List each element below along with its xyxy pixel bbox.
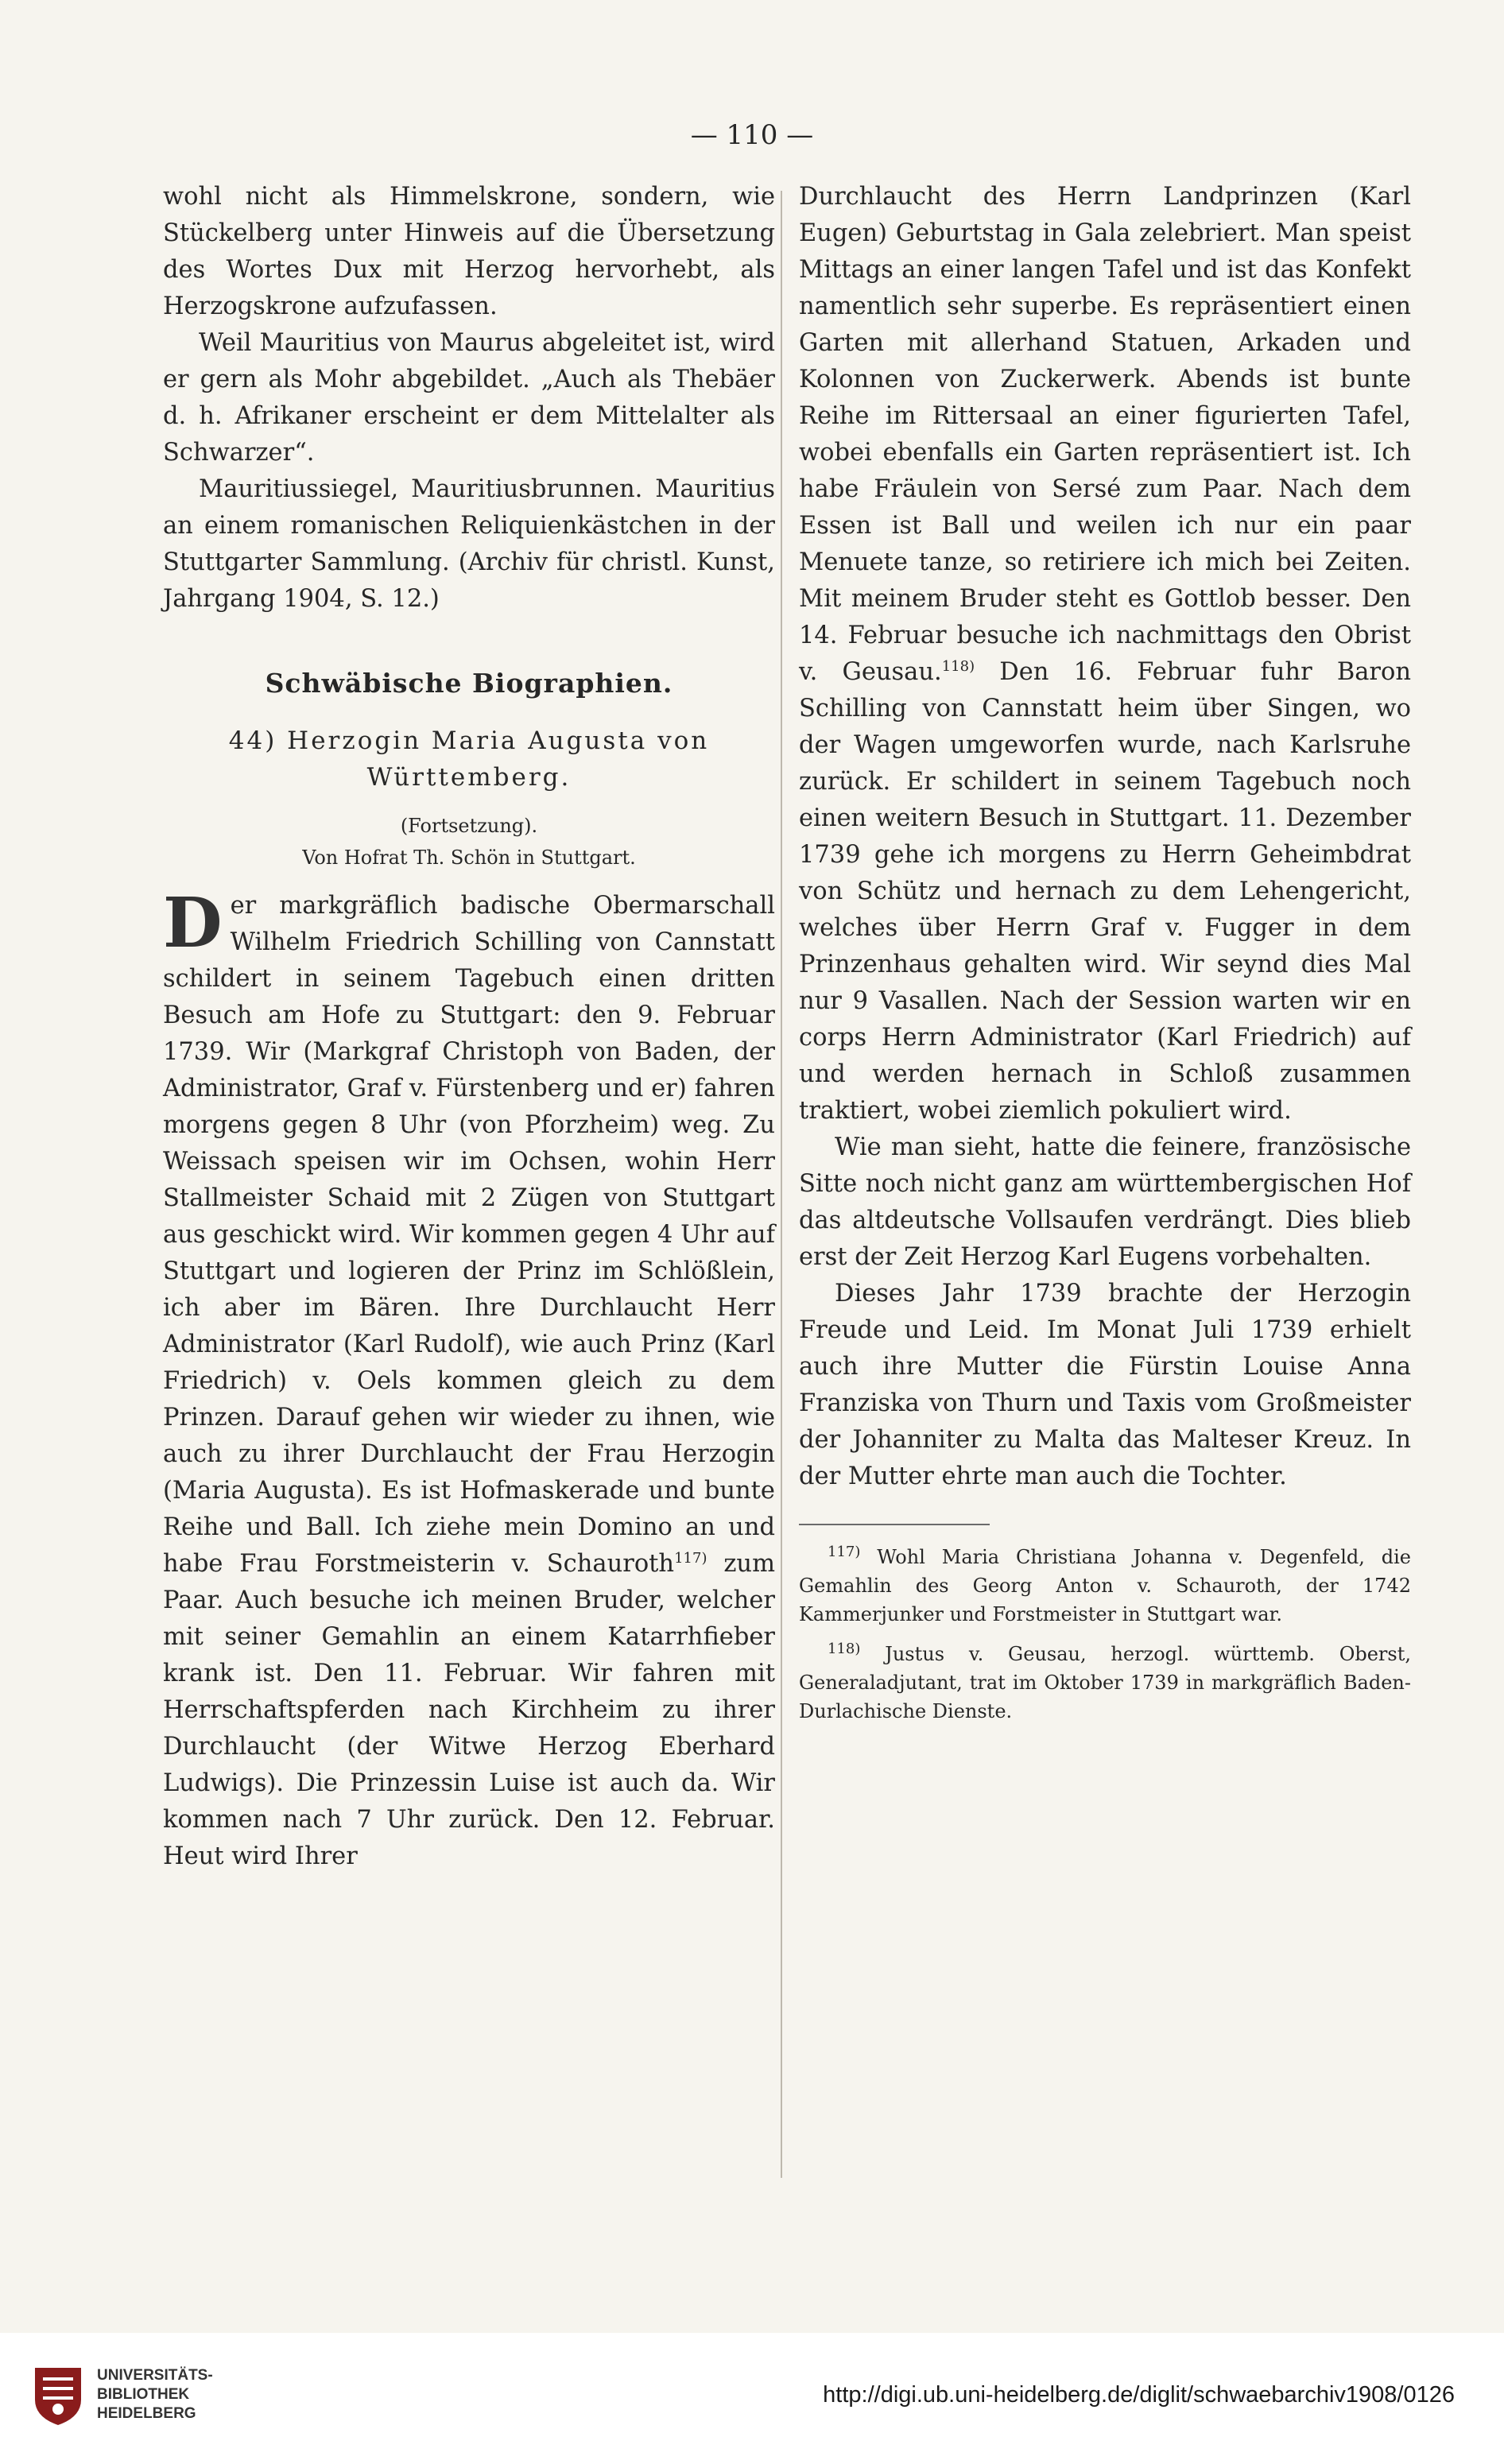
library-logo-text <box>97 2366 213 2423</box>
right-column <box>799 179 1411 1737</box>
paragraph: Mauritiussiegel, Mauritiusbrunnen. Mauritius an einem romanischen Reliquienkästchen in der Stuttgarter Sammlung. (Archiv für christl. Kunst, Jahrgang 1904, S. 12.) <box>163 475 775 613</box>
paragraph: Wie man sieht, hatte die feinere, französische Sitte noch nicht ganz am württembergischen Hof das altdeutsche Vollsaufen verdrängt. Dies blieb erst der Zeit Herzog Karl Eugens vorbehalten. <box>799 1133 1411 1271</box>
logo-line: BIBLIOTHEK <box>97 2386 190 2403</box>
footnote-number: 117) <box>828 1544 861 1560</box>
paragraph: Dieses Jahr 1739 brachte der Herzogin Freude und Leid. Im Monat Juli 1739 erhielt auch ihre Mutter die Fürstin Louise Anna Franziska von Thurn und Taxis vom Großmeister der Johanniter zu Malta das Malteser Kreuz. In der Mutter ehrte man auch die Tochter. <box>799 1280 1411 1490</box>
article-text: Den 16. Februar fuhr Baron Schilling von Cannstatt heim über Singen, wo der Wagen umgeworfen wurde, nach Karlsruhe zurück. Er schildert in seinem Tagebuch noch einen weitern Besuch in Stuttgart. 11. Dezember 1739 gehe ich morgens zu Herrn Geheimbdrat von Schütz und hernach zu dem Lehengericht, welches über Herrn Graf v. Fugger in dem Prinzenhaus gehalten wird. Wir seynd dies Mal nur 9 Vasallen. Nach der Session warten wir en corps Herrn Administrator (Karl Friedrich) auf und werden hernach in Schloß zusammen traktiert, wobei ziemlich pokuliert wird. <box>799 658 1411 1125</box>
article-text: Durchlaucht des Herrn Landprinzen (Karl Eugen) Geburtstag in Gala zelebriert. Man speist Mittags an einer langen Tafel und ist das Konfekt namentlich sehr superbe. Es repräsentiert einen Garten mit allerhand Statuen, Arkaden und Kolonnen von Zuckerwerk. Abends ist bunte Reihe im Rittersaal an einer figurierten Tafel, wobei ebenfalls ein Garten repräsentiert ist. Ich habe Fräulein von Sersé zum Paar. Nach dem Essen ist Ball und weilen ich nur ein paar Menuete tanze, so retiriere ich mich bei Zeiten. Mit meinem Bruder steht es Gottlob besser. Den 14. Februar besuche ich nachmittags den Obrist v. Geusau. <box>799 183 1411 686</box>
paragraph: wohl nicht als Himmelskrone, sondern, wie Stückelberg unter Hinweis auf die Übersetzung des Wortes Dux mit Herzog hervorhebt, als Herzogskrone aufzufassen. <box>163 183 775 320</box>
continuation-note: (Fortsetzung). <box>400 815 538 837</box>
page-number: — 110 — <box>690 119 814 151</box>
footnote-ref[interactable]: 117) <box>674 1549 707 1567</box>
footer-bar <box>0 2333 1504 2464</box>
logo-line: UNIVERSITÄTS- <box>97 2367 213 2384</box>
logo-line: HEIDELBERG <box>97 2405 196 2422</box>
footnote <box>799 1640 1411 1726</box>
footnote-text: Justus v. Geusau, herzogl. württemb. Oberst, Generaladjutant, trat im Oktober 1739 in markgräflich Baden-Durlachische Dienste. <box>799 1643 1411 1722</box>
footnote <box>799 1543 1411 1629</box>
article-body <box>163 883 775 1875</box>
author-line: Von Hofrat Th. Schön in Stuttgart. <box>302 847 636 869</box>
article-text: er markgräflich badische Obermarschall Wilhelm Friedrich Schilling von Cannstatt schildert in seinem Tagebuch einen dritten Besuch am Hofe zu Stuttgart: den 9. Februar 1739. Wir (Markgraf Christoph von Baden, der Administrator, Graf v. Fürstenberg und er) fahren morgens gegen 8 Uhr (von Pforzheim) weg. Zu Weissach speisen wir im Ochsen, wohin Herr Stallmeister Schaid mit 2 Zügen von Stuttgart aus geschickt wird. Wir kommen gegen 4 Uhr auf Stuttgart und logieren der Prinz im Schlößlein, ich aber im Bären. Ihre Durchlaucht Herr Administrator (Karl Rudolf), wie auch Prinz (Karl Friedrich) v. Oels kommen gleich zu dem Prinzen. Darauf gehen wir wieder zu ihnen, wie auch zu ihrer Durchlaucht der Frau Herzogin (Maria Augusta). Es ist Hofmaskerade und bunte Reihe und Ball. Ich ziehe mein Domino an und habe Frau Forstmeisterin v. Schauroth <box>163 892 775 1578</box>
section-heading: Schwäbische Biographien. <box>265 668 673 699</box>
paragraph <box>799 179 1411 1129</box>
drop-cap: D <box>163 883 223 963</box>
footnote-separator <box>799 1524 990 1525</box>
article-title <box>163 723 775 796</box>
article-title-line: Württemberg. <box>366 763 572 792</box>
footnote-number: 118) <box>828 1641 861 1657</box>
article-text: zum Paar. Auch besuche ich meinen Bruder, welcher mit seiner Gemahlin an einem Katarrhfieber krank ist. Den 11. Februar. Wir fahren mit Herrschaftspferden nach Kirchheim zu ihrer Durchlaucht (der Witwe Herzog Eberhard Ludwigs). Die Prinzessin Luise ist auch da. Wir kommen nach 7 Uhr zurück. Den 12. Februar. Heut wird Ihrer <box>163 1550 775 1870</box>
left-column <box>163 179 775 1875</box>
university-seal-icon <box>32 2365 84 2427</box>
column-divider <box>781 191 782 2178</box>
source-url-link[interactable]: http://digi.ub.uni-heidelberg.de/diglit/schwaebarchiv1908/0126 <box>823 2382 1455 2408</box>
paragraph: Weil Mauritius von Maurus abgeleitet ist, wird er gern als Mohr abgebildet. „Auch als Thebäer d. h. Afrikaner erscheint er dem Mittelalter als Schwarzer“. <box>163 329 775 467</box>
footnote-ref[interactable]: 118) <box>941 657 975 675</box>
footnote-text: Wohl Maria Christiana Johanna v. Degenfeld, die Gemahlin des Georg Anton v. Schauroth, der 1742 Kammerjunker und Forstmeister in Stuttgart war. <box>799 1546 1411 1625</box>
article-title-line: 44) Herzogin Maria Augusta von <box>228 726 710 755</box>
